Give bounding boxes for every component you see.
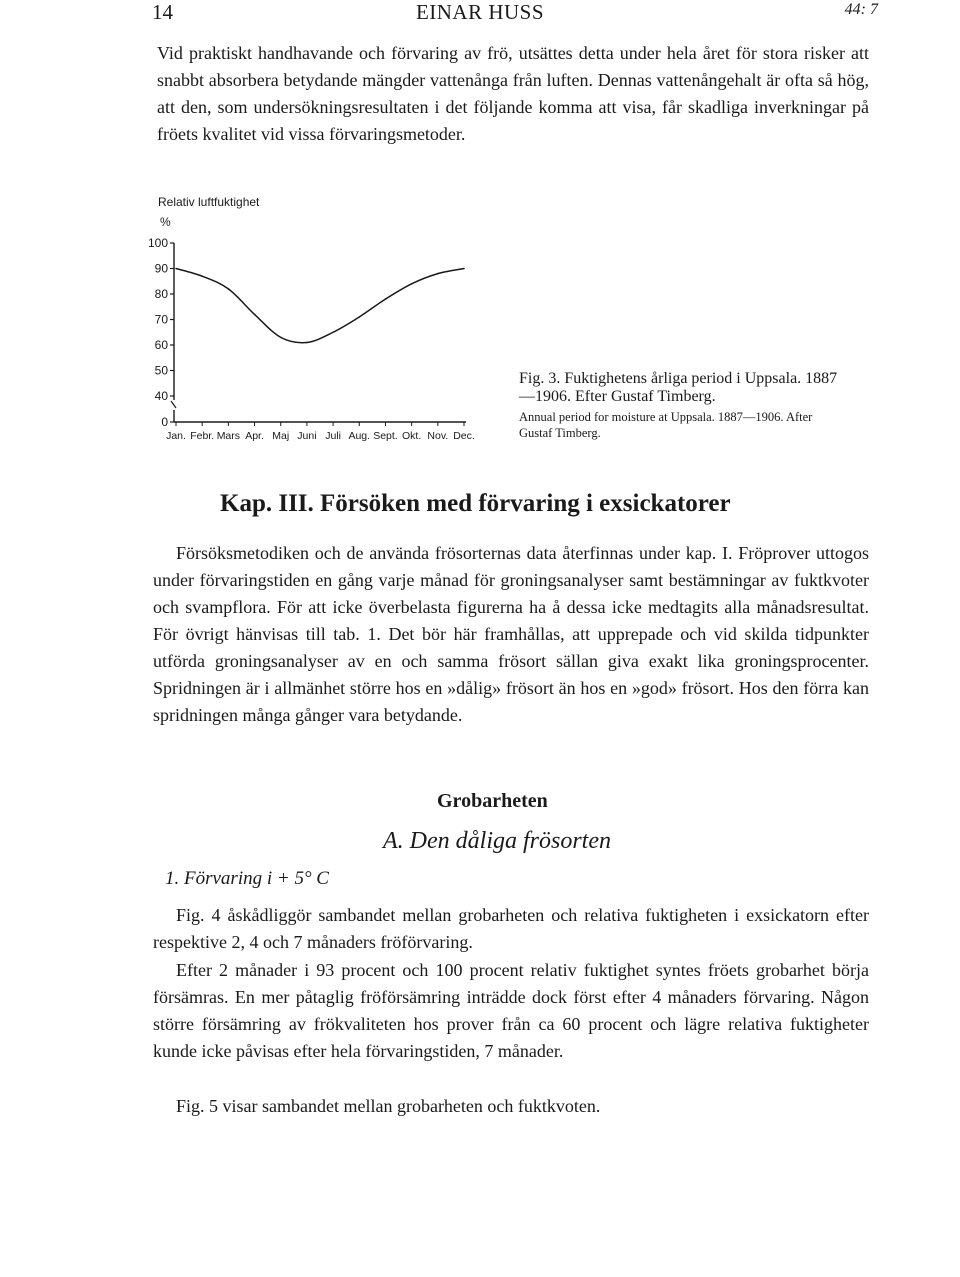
x-tick-label: Juni: [297, 430, 317, 442]
data-point: [411, 283, 413, 285]
x-tick-label: Febr.: [190, 430, 215, 442]
y-tick-label: 50: [154, 363, 168, 378]
x-tick-label: Dec.: [453, 430, 475, 442]
y-tick-label: 60: [154, 338, 168, 352]
x-tick-label: Apr.: [245, 430, 264, 442]
section-heading: Grobarheten: [437, 790, 548, 812]
subsubsection-heading: 1. Förvaring i + 5° C: [165, 868, 329, 889]
figure-caption-english: Annual period for moisture at Uppsala. 1887—1906. After Gustaf Timberg.: [519, 410, 813, 440]
data-point: [463, 268, 465, 270]
data-point: [228, 288, 230, 290]
x-tick-label: Aug.: [348, 430, 371, 442]
subsection-heading: A. Den dåliga frösorten: [383, 828, 611, 854]
x-tick-label: Jan.: [166, 430, 186, 442]
x-tick-label: Nov.: [427, 430, 449, 442]
chapter-heading: Kap. III. Försöken med förvaring i exsickatorer: [220, 490, 731, 517]
figure-caption-swedish: Fig. 3. Fuktighetens årliga period i Uppsala. 1887—1906. Efter Gustaf Timberg.: [519, 370, 838, 405]
data-point: [332, 331, 334, 333]
y-tick-label: 70: [154, 312, 168, 327]
x-tick-label: Maj: [272, 430, 290, 442]
x-tick-label: Okt.: [402, 430, 422, 442]
humidity-figure: [147, 195, 490, 466]
journal-reference: 44: 7: [844, 1, 878, 18]
results-paragraph-text: Efter 2 månader i 93 procent och 100 procent relativ fuktighet syntes fröets grobarhet börja försämras. En mer påtaglig fröförsämring inträdde dock först efter 4 månaders förvaring. Någon större försämring av frökvaliteten hos prover från ca 60 procent och lägre relativa fuktigheter kunde icke påvisas efter hela förvaringstiden, 7 månader.: [153, 960, 869, 1061]
y-tick-label: 0: [161, 415, 168, 429]
methods-paragraph-text: Försöksmetodiken och de använda frösorternas data återfinnas under kap. I. Fröprover uttogos under förvaringstiden en gång varje månad för groningsanalyser samt bestämningar av fuktkvoter och svampflora. För att icke överbelasta figurerna ha å dessa icke medtagits alla månadsresultat. För övrigt hänvisas till tab. 1. Det bör här framhållas, att upprepade och vid skilda tidpunkter utförda groningsanalyser av en och samma frösort sällan giva exakt lika groningsprocenter. Spridningen är i allmänhet större hos en »dålig» frösort än hos en »god» frösort. Hos den förra kan spridningen många gånger vara betydande.: [153, 543, 869, 725]
y-tick-label: 80: [154, 287, 168, 301]
humidity-series-line: [176, 269, 464, 343]
figure4-paragraph-text: Fig. 4 åskådliggör sambandet mellan grobarheten och relativa fuktigheten i exsickatorn efter respektive 2, 4 och 7 månaders fröförvaring.: [153, 905, 869, 952]
page-header: [0, 0, 960, 26]
methods-paragraph: [153, 540, 869, 729]
figure4-paragraph: [153, 902, 869, 956]
y-axis-unit: %: [160, 215, 171, 229]
intro-paragraph-text: Vid praktiskt handhavande och förvaring av frö, utsättes detta under hela året för stora risker att snabbt absorbera betydande mängder vattenånga från luften. Dennas vattenångehalt är ofta så hög, att den, som undersökningsresultaten i det följande komma att visa, får skadliga inverkningar på fröets kvalitet vid vissa förvaringsmetoder.: [157, 43, 869, 144]
data-point: [306, 342, 308, 344]
data-point: [280, 337, 282, 339]
data-point: [385, 298, 387, 300]
data-point: [201, 275, 203, 277]
y-tick-label: 40: [154, 389, 168, 403]
humidity-chart: [147, 195, 490, 466]
figure5-paragraph: [153, 1093, 869, 1120]
running-title: EINAR HUSS: [415, 0, 545, 24]
data-point: [358, 316, 360, 318]
data-point: [437, 273, 439, 275]
intro-paragraph: [157, 40, 869, 148]
data-point: [175, 268, 177, 270]
y-tick-label: 100: [147, 236, 168, 250]
y-axis-label: Relativ luftfuktighet: [158, 195, 260, 209]
figure-caption: [519, 370, 839, 441]
page-number: 14: [152, 0, 173, 24]
x-tick-label: Sept.: [373, 430, 398, 442]
figure5-paragraph-text: Fig. 5 visar sambandet mellan grobarheten och fuktkvoten.: [176, 1096, 601, 1116]
x-tick-label: Juli: [325, 430, 341, 442]
data-point: [254, 314, 256, 316]
axis-break-mark: [171, 401, 176, 408]
x-tick-label: Mars: [216, 430, 241, 442]
y-tick-label: 90: [154, 261, 168, 276]
results-paragraph: [153, 957, 869, 1065]
